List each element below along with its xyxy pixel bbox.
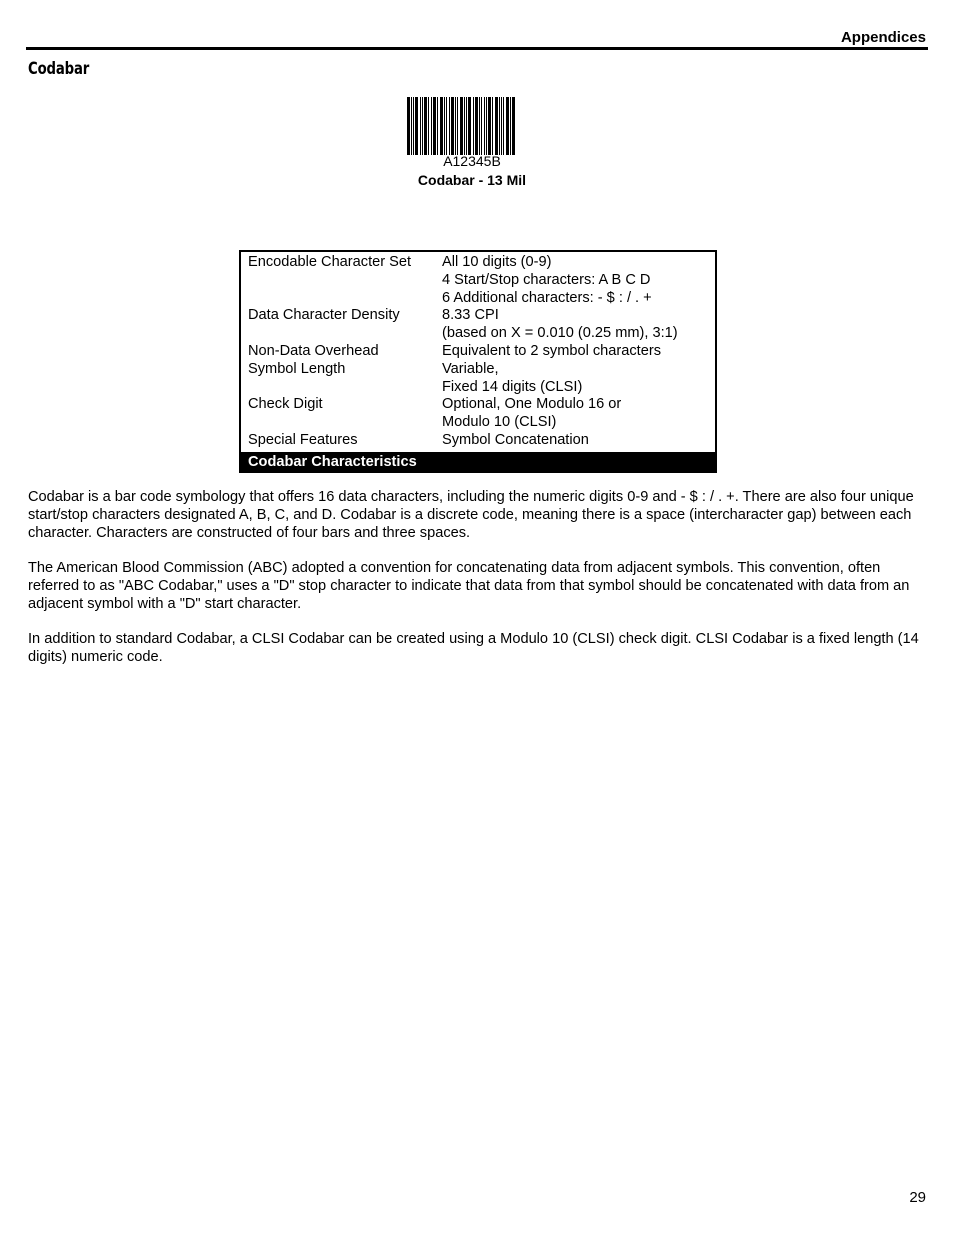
value-line: Fixed 14 digits (CLSI) [442, 378, 583, 395]
barcode-bar [499, 97, 500, 155]
barcode-figure [372, 97, 572, 188]
row-value [442, 307, 709, 343]
row-label: Symbol Length [248, 360, 346, 377]
value-line: (based on X = 0.010 (0.25 mm), 3:1) [442, 325, 678, 342]
barcode-bar [444, 97, 445, 155]
row-value [442, 361, 709, 397]
table-caption: Codabar Characteristics [241, 452, 715, 473]
barcode-bar [422, 97, 423, 155]
barcode-human-readable: A12345B [443, 153, 501, 169]
barcode-bar [475, 97, 478, 155]
barcode-bar [407, 97, 410, 155]
row-value [442, 254, 709, 307]
barcode-bar [420, 97, 421, 155]
value-line: 4 Start/Stop characters: A B C D [442, 271, 651, 288]
barcode-bar [440, 97, 443, 155]
row-label: Data Character Density [248, 307, 400, 324]
row-value [442, 343, 709, 361]
row-label: Encodable Character Set [248, 254, 412, 270]
paragraph: In addition to standard Codabar, a CLSI Codabar can be created using a Modulo 10 (CLSI) check digit. CLSI Codabar is a fixed length (14 digits) numeric code. [28, 631, 919, 666]
value-line: Equivalent to 2 symbol characters [442, 342, 662, 359]
barcode-bar [484, 97, 485, 155]
value-line: All 10 digits (0-9) [442, 254, 552, 270]
page-header-title: Appendices [840, 29, 926, 46]
barcode-image [405, 97, 539, 155]
barcode-bar [506, 97, 509, 155]
barcode-bar [457, 97, 458, 155]
value-line: 8.33 CPI [442, 307, 499, 324]
value-line: Optional, One Modulo 16 or [442, 396, 622, 413]
row-label: Non-Data Overhead [248, 342, 379, 359]
table-row [248, 343, 709, 361]
barcode-bar [437, 97, 438, 155]
row-value [442, 432, 709, 450]
characteristics-body [241, 252, 715, 452]
barcode-bar [446, 97, 447, 155]
barcode-bar [510, 97, 511, 155]
page-number: 29 [909, 1189, 926, 1206]
row-label: Check Digit [248, 396, 323, 413]
section-title: Codabar [28, 59, 90, 79]
barcode-bar [501, 97, 502, 155]
table-row [248, 361, 709, 397]
row-value [442, 396, 709, 432]
barcode-bar [413, 97, 414, 155]
barcode-bar [479, 97, 480, 155]
paragraph: Codabar is a bar code symbology that offers 16 data characters, including the numeric digits 0-9 and - $ : / . +. There are also four unique start/stop characters designated A, B, C, and D. Codabar is a discrete code, meaning there is a space (intercharacter gap) between each character. Characters are constructed of four bars and three spaces. [28, 489, 914, 541]
barcode-bar [512, 97, 515, 155]
barcode-bar [449, 97, 450, 155]
barcode-bar [466, 97, 467, 155]
table-row [248, 254, 709, 307]
barcode-bar [415, 97, 418, 155]
value-line: 6 Additional characters: - $ : / . + [442, 289, 652, 306]
barcode-bar [468, 97, 471, 155]
table-row [248, 396, 709, 432]
body-text [28, 489, 930, 685]
value-line: Symbol Concatenation [442, 431, 589, 448]
barcode-bar [455, 97, 456, 155]
barcode-bar [411, 97, 412, 155]
barcode-bar [431, 97, 432, 155]
barcode-bar [495, 97, 498, 155]
barcode-bar [464, 97, 465, 155]
barcode-bar [428, 97, 429, 155]
table-row [248, 307, 709, 343]
value-line: Variable, [442, 360, 499, 377]
barcode-bar [492, 97, 493, 155]
barcode-bar [486, 97, 487, 155]
row-label: Special Features [248, 431, 358, 448]
barcode-bar [488, 97, 491, 155]
barcode-caption: Codabar - 13 Mil [417, 172, 527, 188]
barcode-bar [503, 97, 504, 155]
barcode-bar [451, 97, 454, 155]
header-rule [26, 47, 928, 50]
barcode-bar [473, 97, 474, 155]
barcode-bar [433, 97, 436, 155]
characteristics-table [239, 250, 717, 473]
table-row [248, 432, 709, 450]
barcode-bar [424, 97, 427, 155]
paragraph: The American Blood Commission (ABC) adopted a convention for concatenating data from adjacent symbols. This convention, often referred to as "ABC Codabar," uses a "D" stop character to indicate that data from that symbol should be concatenated with data from an adjacent symbol with a "D" start character. [28, 560, 910, 612]
barcode-bar [481, 97, 482, 155]
value-line: Modulo 10 (CLSI) [442, 414, 557, 431]
barcode-bar [460, 97, 463, 155]
